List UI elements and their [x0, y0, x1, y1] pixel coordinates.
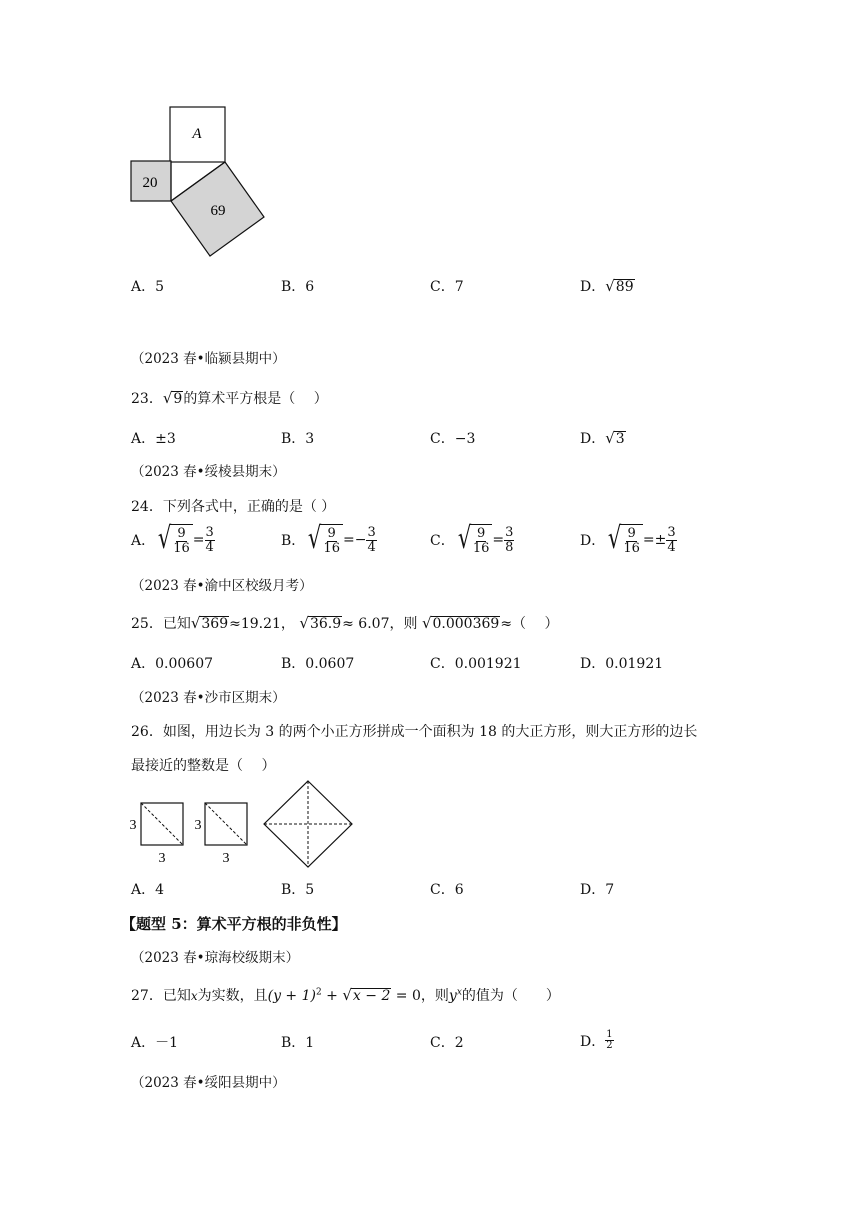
q27-option-a: A．－1 — [131, 1035, 179, 1051]
q26-stem-line2: 最接近的整数是（ ） — [131, 758, 276, 774]
q23-option-c: C．−3 — [430, 431, 476, 447]
q24-option-a: A． √ $\frac{9}{16}$ = $\frac{3}{4}$ — [131, 521, 214, 557]
side-label: 3 — [129, 818, 137, 833]
q26-squares-figure — [125, 778, 365, 870]
q23-source: （2023 春•临颍县期中） — [131, 351, 286, 367]
q25-option-c: C．0.001921 — [430, 656, 522, 672]
q22-option-b: B．6 — [281, 279, 315, 295]
q26-option-d: D．7 — [580, 882, 615, 898]
q25-source: （2023 春•渝中区校级月考） — [131, 578, 313, 594]
side-label: 3 — [158, 851, 166, 866]
q23-option-d: D．√3 — [580, 429, 625, 447]
q24-source: （2023 春•绥棱县期末） — [131, 464, 286, 480]
q22-option-d: D．√89 — [580, 277, 634, 295]
q26-option-b: B．5 — [281, 882, 315, 898]
q24-option-b: B． √ $\frac{9}{16}$ = − $\frac{3}{4}$ — [281, 521, 376, 557]
q24-option-d: D． √ $\frac{9}{16}$ = ± $\frac{3}{4}$ — [580, 521, 676, 557]
q26-stem-line1: 26．如图，用边长为 3 的两个小正方形拼成一个面积为 18 的大正方形，则大正方形的边长 — [131, 724, 698, 740]
side-label: 3 — [222, 851, 230, 866]
q26-option-c: C．6 — [430, 882, 464, 898]
q25-option-d: D．0.01921 — [580, 656, 664, 672]
side-label: 3 — [194, 818, 202, 833]
q27-option-d: D． $\frac{1}{2}$ — [580, 1029, 613, 1051]
q25-option-a: A．0.00607 — [131, 656, 214, 672]
q28-source: （2023 春•绥阳县期中） — [131, 1075, 286, 1091]
q24-stem: 24．下列各式中，正确的是（ ） — [131, 499, 336, 515]
section-heading: 【题型 5：算术平方根的非负性】 — [121, 915, 347, 933]
q27-option-c: C．2 — [430, 1035, 464, 1051]
q22-option-a: A．5 — [131, 279, 165, 295]
q25-stem: 25．已知√369≈19.21， √36.9≈ 6.07，则 √0.000369≈（ ） — [131, 614, 559, 632]
q23-option-a: A．±3 — [131, 431, 176, 447]
q27-option-b: B．1 — [281, 1035, 315, 1051]
q26-option-a: A．4 — [131, 882, 165, 898]
label-a: A — [192, 126, 202, 142]
q25-option-b: B．0.0607 — [281, 656, 355, 672]
q22-option-c: C．7 — [430, 279, 464, 295]
label-69: 69 — [210, 203, 226, 219]
pythagorean-squares-figure — [125, 100, 275, 260]
label-20: 20 — [142, 175, 158, 191]
q27-source: （2023 春•琼海校级期末） — [131, 950, 300, 966]
q24-option-c: C． √ $\frac{9}{16}$ = $\frac{3}{8}$ — [430, 521, 514, 557]
q26-source: （2023 春•沙市区期末） — [131, 690, 286, 706]
q27-stem: 27．已知x为实数，且$(y + 1)^2 + √x - 2 = 0$，则$y^x$的值为（ ） — [131, 986, 560, 1004]
q23-option-b: B．3 — [281, 431, 315, 447]
q23-stem: 23．√9的算术平方根是（ ） — [131, 389, 328, 407]
